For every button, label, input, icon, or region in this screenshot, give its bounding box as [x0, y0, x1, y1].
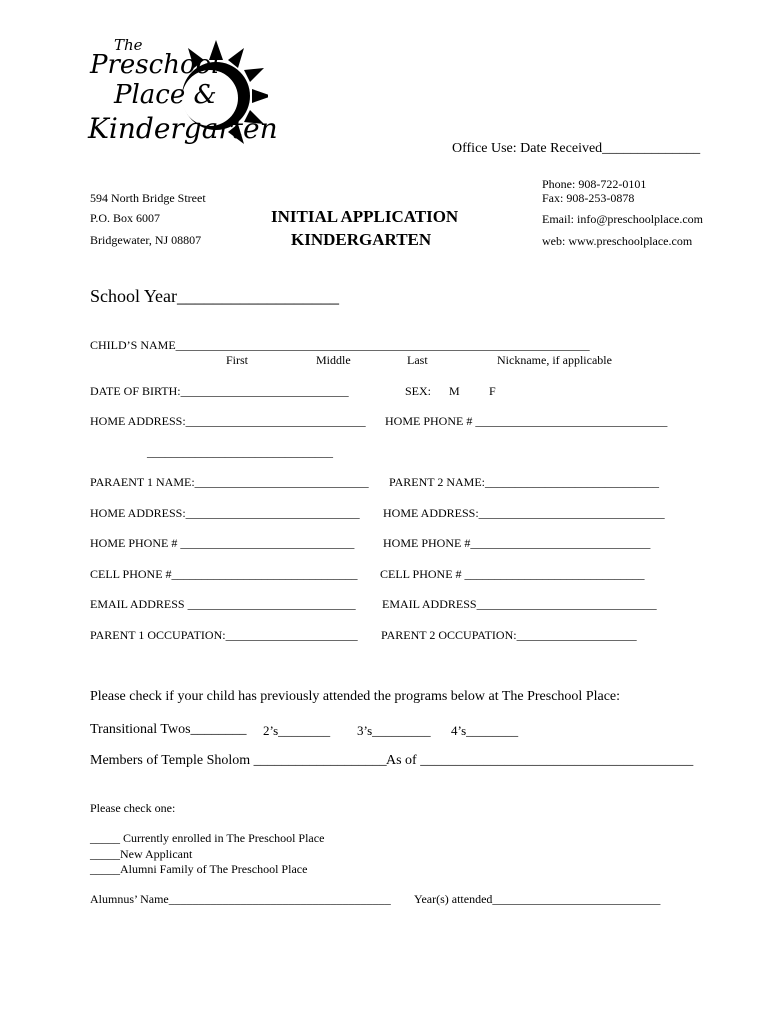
contact-fax: Fax: 908-253-0878	[542, 191, 635, 205]
program-twos[interactable]: 2’s________	[263, 723, 331, 738]
option-alumni-family[interactable]: _____Alumni Family of The Preschool Place	[90, 862, 308, 876]
form-title: INITIAL APPLICATION	[271, 207, 459, 226]
parent1-name-field[interactable]: PARAENT 1 NAME:_____________________________	[90, 475, 369, 489]
parent2-email-field[interactable]: EMAIL ADDRESS______________________________	[382, 597, 657, 611]
program-fours[interactable]: 4’s________	[451, 723, 519, 738]
sex-option-f[interactable]: F	[489, 384, 496, 398]
contact-phone: Phone: 908-722-0101	[542, 177, 647, 191]
date-of-birth-field[interactable]: DATE OF BIRTH:____________________________	[90, 384, 349, 398]
parent1-occupation-field[interactable]: PARENT 1 OCCUPATION:______________________	[90, 628, 358, 642]
parent1-address-field[interactable]: HOME ADDRESS:_____________________________	[90, 506, 360, 520]
school-year-field[interactable]: School Year__________________	[90, 286, 340, 306]
child-name-last-label: Last	[407, 353, 428, 367]
child-name-middle-label: Middle	[316, 353, 351, 367]
child-name-field[interactable]: CHILD’S NAME_____________________________________________________________________	[90, 338, 590, 352]
logo-text-kindergarten: Kindergarten	[88, 112, 278, 145]
program-threes[interactable]: 3’s_________	[357, 723, 431, 738]
check-one-heading: Please check one:	[90, 801, 176, 815]
address-pobox: P.O. Box 6007	[90, 211, 161, 225]
parent2-occupation-field[interactable]: PARENT 2 OCCUPATION:____________________	[381, 628, 637, 642]
option-new-applicant[interactable]: _____New Applicant	[90, 847, 193, 861]
child-home-address-line2[interactable]: _______________________________	[147, 445, 333, 459]
child-home-address-field[interactable]: HOME ADDRESS:______________________________	[90, 414, 366, 428]
form-subtitle: KINDERGARTEN	[291, 230, 432, 249]
office-use-date-received: Office Use: Date Received______________	[452, 141, 701, 156]
logo-text-preschool: Preschool	[90, 50, 220, 80]
logo-text-place: Place &	[114, 80, 217, 110]
parent2-cell-field[interactable]: CELL PHONE # ______________________________	[380, 567, 645, 581]
child-name-first-label: First	[226, 353, 249, 367]
parent2-address-field[interactable]: HOME ADDRESS:_______________________________	[383, 506, 665, 520]
temple-as-of-field[interactable]: As of _______________________________________	[386, 753, 694, 768]
sex-option-m[interactable]: M	[449, 384, 460, 398]
address-city: Bridgewater, NJ 08807	[90, 233, 202, 247]
contact-web: web: www.preschoolplace.com	[542, 234, 693, 248]
programs-prompt: Please check if your child has previously attended the programs below at The Preschool Place:	[90, 689, 621, 704]
logo-text-the: The	[114, 36, 143, 54]
temple-members-field[interactable]: Members of Temple Sholom ___________________	[90, 753, 387, 768]
parent1-cell-field[interactable]: CELL PHONE #_______________________________	[90, 567, 358, 581]
program-transitional-twos[interactable]: Transitional Twos________	[90, 722, 247, 737]
address-street: 594 North Bridge Street	[90, 191, 206, 205]
parent1-email-field[interactable]: EMAIL ADDRESS ____________________________	[90, 597, 356, 611]
child-home-phone-field[interactable]: HOME PHONE # ________________________________	[385, 414, 668, 428]
parent2-name-field[interactable]: PARENT 2 NAME:_____________________________	[389, 475, 660, 489]
parent2-phone-field[interactable]: HOME PHONE #______________________________	[383, 536, 651, 550]
contact-email: Email: info@preschoolplace.com	[542, 212, 703, 226]
school-logo	[88, 36, 278, 156]
child-name-nickname-label: Nickname, if applicable	[497, 353, 612, 367]
alumnus-name-field[interactable]: Alumnus’ Name_____________________________________	[90, 892, 391, 906]
parent1-phone-field[interactable]: HOME PHONE # _____________________________	[90, 536, 355, 550]
sex-label: SEX:	[405, 384, 432, 398]
option-currently-enrolled[interactable]: _____ Currently enrolled in The Preschool Place	[90, 831, 325, 845]
years-attended-field[interactable]: Year(s) attended____________________________	[414, 892, 661, 906]
